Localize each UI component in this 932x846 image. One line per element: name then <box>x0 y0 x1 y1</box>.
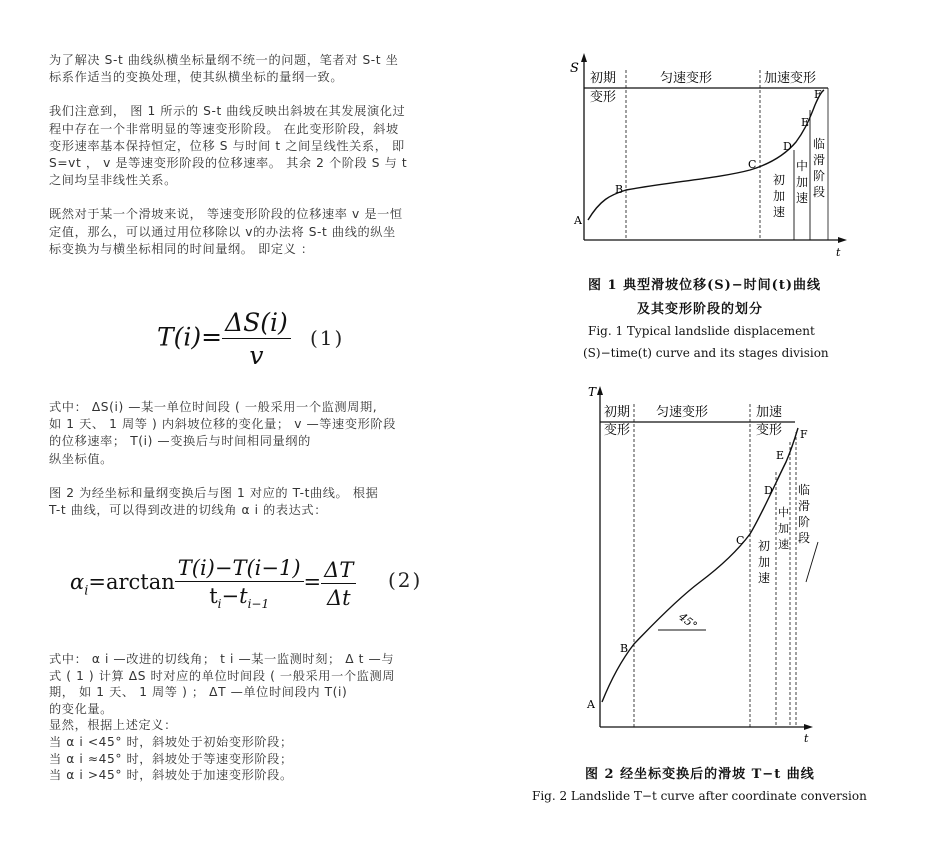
fig1-sub-mid-1: 中 <box>796 159 809 173</box>
fig1-sub-crit-1: 临 <box>813 137 826 151</box>
fig1-sub-init-2: 加 <box>773 189 786 203</box>
fig1-y-arrow <box>581 53 587 62</box>
equation-1-denominator: v <box>249 341 264 370</box>
fig1-sub-init-1: 初 <box>773 173 786 187</box>
equation-2-alpha: α <box>70 570 85 595</box>
fig2-stage-uniform: 匀速变形 <box>656 405 709 420</box>
text-line: 之间均呈非线性关系。 <box>49 173 177 188</box>
den-minus-t: −t <box>221 584 248 608</box>
fig1-point-a: A <box>574 214 582 227</box>
fig2-x-arrow <box>804 724 813 730</box>
equation-2-arctan: =arctan <box>88 570 175 595</box>
fig2-point-c: C <box>736 534 745 547</box>
fig1-x-arrow <box>838 237 847 243</box>
fig2-sub-crit-2: 滑 <box>798 499 811 513</box>
text-line: 纵坐标值。 <box>49 451 113 466</box>
fig2-sub-crit-1: 临 <box>798 483 811 497</box>
den-t: t <box>209 584 218 608</box>
equation-1-lhs: T(i)= <box>157 322 223 352</box>
fig1-curve <box>588 90 824 220</box>
equation-2-numerator-1: T(i)−T(i−1) <box>175 556 304 582</box>
fig2-caption-en: Fig. 2 Landslide T−t curve after coordinate conversion <box>532 789 867 803</box>
fig2-point-e: E <box>776 449 785 462</box>
equation-2-alpha-sub: i <box>84 583 89 599</box>
equation-1-fraction <box>222 308 291 370</box>
fig1-caption-cn-1: 图 1 典型滑坡位移(S)−时间(t)曲线 <box>588 278 821 293</box>
fig2-point-f: F <box>800 428 808 441</box>
equation-2-equals: = <box>303 570 322 595</box>
text-line: 式中： ΔS(i) —某一单位时间段 ( 一般采用一个监测周期, <box>49 400 378 414</box>
fig2-sub-mid-2: 加 <box>778 522 789 535</box>
text-line: 当 α i ≈45° 时，斜坡处于等速变形阶段； <box>49 751 293 766</box>
fig2-sub-init-1: 初 <box>758 539 771 553</box>
fig2-caption-cn: 图 2 经坐标变换后的滑坡 T−t 曲线 <box>585 767 815 782</box>
text-line: 当 α i >45° 时，斜坡处于加速变形阶段。 <box>49 768 293 783</box>
fig2-stage-accel-2: 变形 <box>756 423 783 438</box>
fig2-point-a: A <box>587 698 595 711</box>
equation-2-number: (2) <box>388 568 423 592</box>
text-line: T-t 曲线，可以得到改进的切线角 α i 的表达式： <box>49 503 327 518</box>
fig1-sub-crit-3: 阶 <box>813 169 826 183</box>
fig1-sub-mid-2: 加 <box>796 175 809 189</box>
text-line: 显然，根据上述定义： <box>49 718 177 733</box>
equation-2-fraction-2 <box>321 558 356 610</box>
fig1-stage-initial-2: 变形 <box>590 90 617 105</box>
fig1-caption-en-2: (S)−time(t) curve and its stages division <box>583 346 829 360</box>
text-line: 变形速率基本保持恒定，位移 S 与时间 t 之间呈线性关系， 即 <box>49 138 405 153</box>
text-line: S=vt ， v 是等速变形阶段的位移速率。 其余 2 个阶段 S 与 t <box>49 156 408 171</box>
text-line: 式 ( 1 ) 计算 ΔS 时对应的单位时间段 ( 一般采用一个监测周 <box>49 668 396 683</box>
figure-2-plot <box>580 382 830 744</box>
fig2-stage-initial-1: 初期 <box>604 405 631 420</box>
body-text-column <box>49 52 519 275</box>
fig2-y-arrow <box>597 386 603 395</box>
equation-1 <box>157 308 291 370</box>
fig2-stage-accel-1: 加速 <box>756 405 783 420</box>
text-line: 标系作适当的变换处理，使其纵横坐标的量纲一致。 <box>49 70 344 85</box>
fig2-x-label: t <box>804 732 809 744</box>
fig1-sub-crit-2: 滑 <box>813 153 826 167</box>
den-sub-i: i <box>217 597 222 612</box>
fig1-sub-init-3: 速 <box>773 205 786 219</box>
text-line: 定值，那么，可以通过用位移除以 v的办法将 S-t 曲线的纵坐 <box>49 224 396 239</box>
fig2-sub-crit-3: 阶 <box>798 515 811 529</box>
fig1-point-d: D <box>783 140 792 153</box>
fig2-point-d: D <box>764 484 773 497</box>
den-sub-i-1: i−1 <box>247 597 270 612</box>
equation-1-numerator: ΔS(i) <box>222 308 291 339</box>
paragraph-2 <box>49 103 519 189</box>
body-text-block-3 <box>49 651 519 801</box>
fig2-angle-label: 45° <box>676 610 700 633</box>
fig2-sub-crit-4: 段 <box>798 531 811 545</box>
text-line: 为了解决 S-t 曲线纵横坐标量纲不统一的问题，笔者对 S-t 坐 <box>49 53 399 67</box>
equation-2-denominator-1 <box>175 582 304 611</box>
equation-2-numerator-2: ΔT <box>321 558 356 584</box>
text-line: 当 α i <45° 时，斜坡处于初始变形阶段； <box>49 734 293 749</box>
paragraph-6 <box>49 651 519 784</box>
paragraph-5 <box>49 485 519 519</box>
text-line: 标变换为与横坐标相同的时间量纲。 即定义 ： <box>49 241 314 256</box>
text-line: 如 1 天、 1 周等 ) 内斜坡位移的变化量； v —等速变形阶段 <box>49 417 396 432</box>
text-line: 的位移速率； T(i) —变换后与时间相同量纲的 <box>49 434 311 449</box>
text-line: 式中： α i —改进的切线角； t i —某一监测时刻； Δ t —与 <box>49 652 395 666</box>
text-line: 图 2 为经坐标和量纲变换后与图 1 对应的 T-t曲线。 根据 <box>49 485 379 500</box>
fig2-sub-init-3: 速 <box>758 571 771 585</box>
text-line: 既然对于某一个滑坡来说， 等速变形阶段的位移速率 v 是一恒 <box>49 207 403 222</box>
fig1-stage-accel: 加速变形 <box>764 71 817 86</box>
text-line: 程中存在一个非常明显的等速变形阶段。 在此变形阶段，斜坡 <box>49 121 399 136</box>
fig1-point-b: B <box>615 183 624 196</box>
fig1-sub-mid-3: 速 <box>796 191 809 205</box>
text-line: 期， 如 1 天、 1 周等 ) ； ΔT —单位时间段内 T(i) <box>49 685 348 700</box>
fig1-caption-en-1: Fig. 1 Typical landslide displacement <box>588 324 815 338</box>
paragraph-3 <box>49 206 519 258</box>
equation-2-fraction-1 <box>175 556 304 611</box>
fig1-sub-crit-4: 段 <box>813 185 826 199</box>
fig2-stage-initial-2: 变形 <box>604 423 631 438</box>
fig1-x-label: t <box>836 246 841 259</box>
fig2-sub-mid-3: 速 <box>778 538 789 551</box>
paragraph-4 <box>49 399 519 468</box>
fig1-stage-initial-1: 初期 <box>590 71 617 86</box>
fig1-point-e: E <box>801 116 810 129</box>
fig2-y-label: T <box>588 385 597 399</box>
equation-2 <box>70 556 356 611</box>
figure-1-plot <box>560 50 850 260</box>
text-line: 我们注意到， 图 1 所示的 S-t 曲线反映出斜坡在其发展演化过 <box>49 104 406 119</box>
equation-2-denominator-2: Δt <box>326 585 351 610</box>
fig2-point-b: B <box>620 642 629 655</box>
fig1-y-label: S <box>570 61 579 76</box>
text-line: 的变化量。 <box>49 701 113 716</box>
fig1-caption-cn-2: 及其变形阶段的划分 <box>637 302 764 317</box>
equation-1-number: (1) <box>310 326 345 350</box>
fig2-sub-init-2: 加 <box>758 555 771 569</box>
paragraph-1 <box>49 52 519 86</box>
body-text-block-2 <box>49 399 519 536</box>
fig1-stage-uniform: 匀速变形 <box>660 71 713 86</box>
fig2-critical-bracket <box>806 542 818 582</box>
fig2-sub-mid-1: 中 <box>778 506 789 519</box>
fig1-point-f: F <box>814 88 822 101</box>
fig1-point-c: C <box>748 158 757 171</box>
